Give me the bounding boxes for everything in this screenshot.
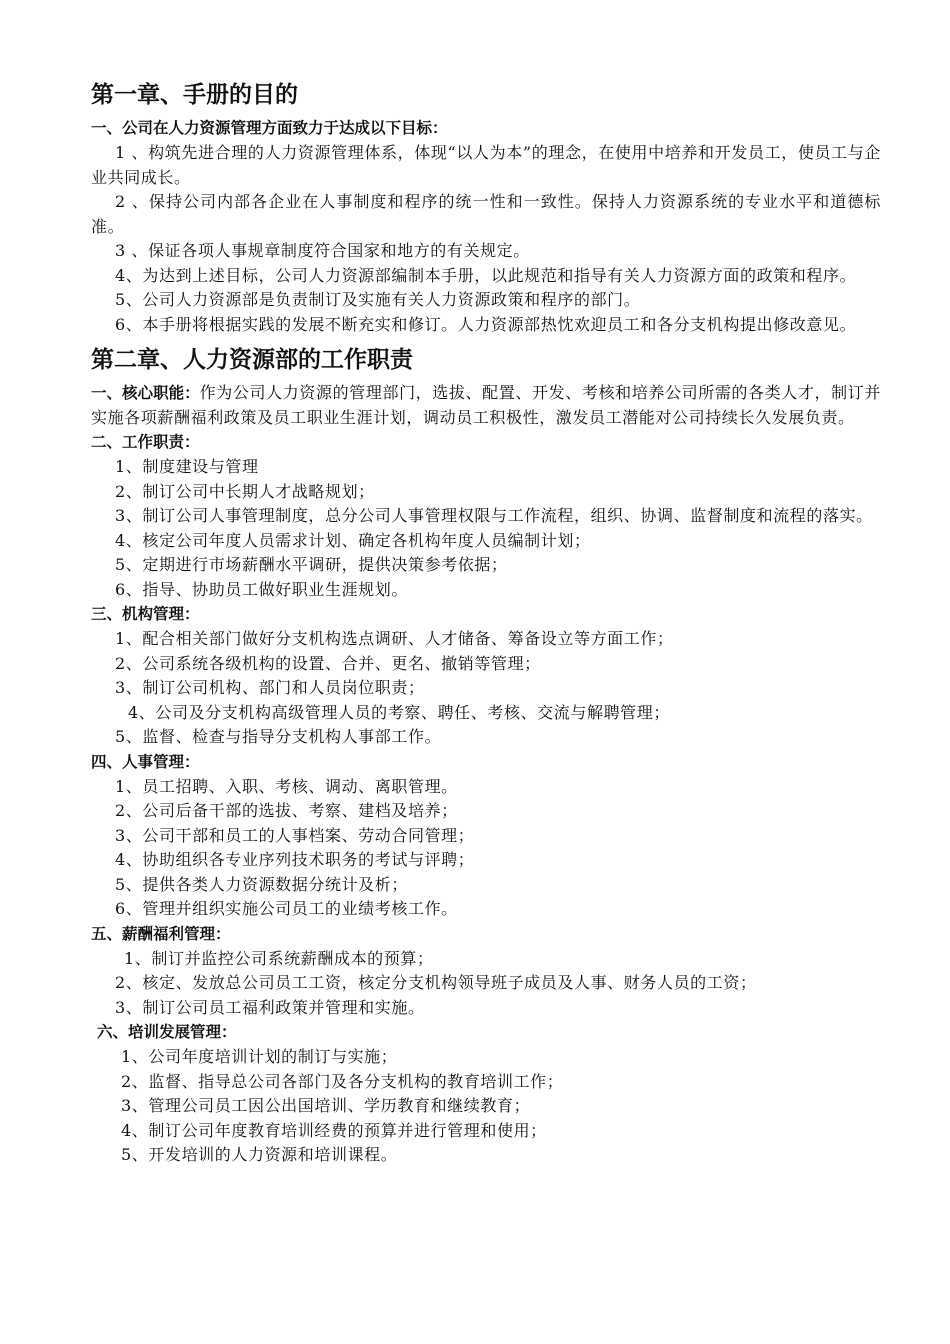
list-item: 4、为达到上述目标，公司人力资源部编制本手册，以此规范和指导有关人力资源方面的政策和程序。	[115, 265, 857, 285]
list-item: 1、公司年度培训计划的制订与实施；	[121, 1047, 398, 1066]
list-item: 3 、保证各项人事规章制度符合国家和地方的有关规定。	[115, 241, 530, 260]
list-item: 6、本手册将根据实践的发展不断充实和修订。人力资源部热忱欢迎员工和各分支机构提出修改意见。	[115, 314, 857, 334]
list-item: 5、监督、检查与指导分支机构人事部工作。	[115, 727, 442, 746]
list-item: 2 、保持公司内部各企业在人事制度和程序的统一性和一致性。保持人力资源系统的专业水平和道德标准。	[91, 192, 881, 236]
list-item: 3、制订公司人事管理制度，总分公司人事管理权限与工作流程，组织、协调、监督制度和流程的落实。	[115, 506, 873, 525]
section-heading: 六、培训发展管理：	[97, 1023, 237, 1041]
section-heading: 五、薪酬福利管理：	[91, 924, 231, 943]
list-item: 2、公司系统各级机构的设置、合并、更名、撤销等管理；	[115, 653, 541, 673]
document-page	[91, 78, 881, 1168]
section-heading: 一、公司在人力资源管理方面致力于达成以下目标：	[91, 119, 448, 137]
list-item: 4、公司及分支机构高级管理人员的考察、聘任、考核、交流与解聘管理；	[128, 702, 670, 722]
list-item: 1、配合相关部门做好分支机构选点调研、人才储备、筹备设立等方面工作；	[115, 629, 674, 648]
list-item: 4、制订公司年度教育培训经费的预算并进行管理和使用；	[121, 1120, 547, 1140]
core-function-text: 作为公司人力资源的管理部门，选拔、配置、开发、考核和培养公司所需的各类人才，制订并实施各项薪酬福利政策及员工职业生涯计划，调动员工积极性，激发员工潜能对公司持续长久发展负责。	[91, 383, 881, 427]
list-item: 5、公司人力资源部是负责制订及实施有关人力资源政策和程序的部门。	[115, 290, 641, 309]
list-item: 1、员工招聘、入职、考核、调动、离职管理。	[115, 776, 458, 796]
list-item: 2、公司后备干部的选拔、考察、建档及培养；	[115, 801, 458, 820]
list-item: 6、管理并组织实施公司员工的业绩考核工作。	[115, 899, 458, 918]
list-item: 3、制订公司机构、部门和人员岗位职责；	[115, 678, 425, 697]
list-item: 1、制度建设与管理	[115, 457, 259, 476]
list-item: 4、核定公司年度人员需求计划、确定各机构年度人员编制计划；	[115, 530, 591, 550]
list-item: 2、制订公司中长期人才战略规划；	[115, 481, 375, 501]
chapter-2-title: 第二章、人力资源部的工作职责	[91, 347, 413, 373]
section-heading: 二、工作职责：	[91, 433, 200, 451]
section-heading: 四、人事管理：	[91, 752, 200, 771]
list-item: 5、定期进行市场薪酬水平调研，提供决策参考依据；	[115, 555, 508, 574]
core-function-paragraph	[91, 381, 881, 430]
list-item: 2、监督、指导总公司各部门及各分支机构的教育培训工作；	[121, 1071, 564, 1091]
chapter-1-title: 第一章、手册的目的	[91, 82, 298, 108]
list-item: 5、提供各类人力资源数据分统计及析；	[115, 874, 408, 894]
list-item: 6、指导、协助员工做好职业生涯规划。	[115, 579, 408, 599]
list-item: 4、协助组织各专业序列技术职务的考试与评聘；	[115, 850, 475, 869]
core-function-label: 一、核心职能：	[91, 384, 200, 402]
list-item: 5、开发培训的人力资源和培训课程。	[121, 1145, 398, 1164]
list-item: 3、制订公司员工福利政策并管理和实施。	[115, 997, 425, 1017]
list-item: 3、公司干部和员工的人事档案、劳动合同管理；	[115, 825, 475, 845]
section-heading: 三、机构管理：	[91, 605, 200, 623]
list-item: 1 、构筑先进合理的人力资源管理体系，体现“以人为本”的理念，在使用中培养和开发员工，使员工与企业共同成长。	[91, 143, 881, 187]
list-item: 1、制订并监控公司系统薪酬成本的预算；	[124, 948, 434, 968]
list-item: 2、核定、发放总公司员工工资，核定分支机构领导班子成员及人事、财务人员的工资；	[115, 973, 757, 992]
list-item: 3、管理公司员工因公出国培训、学历教育和继续教育；	[121, 1096, 531, 1115]
